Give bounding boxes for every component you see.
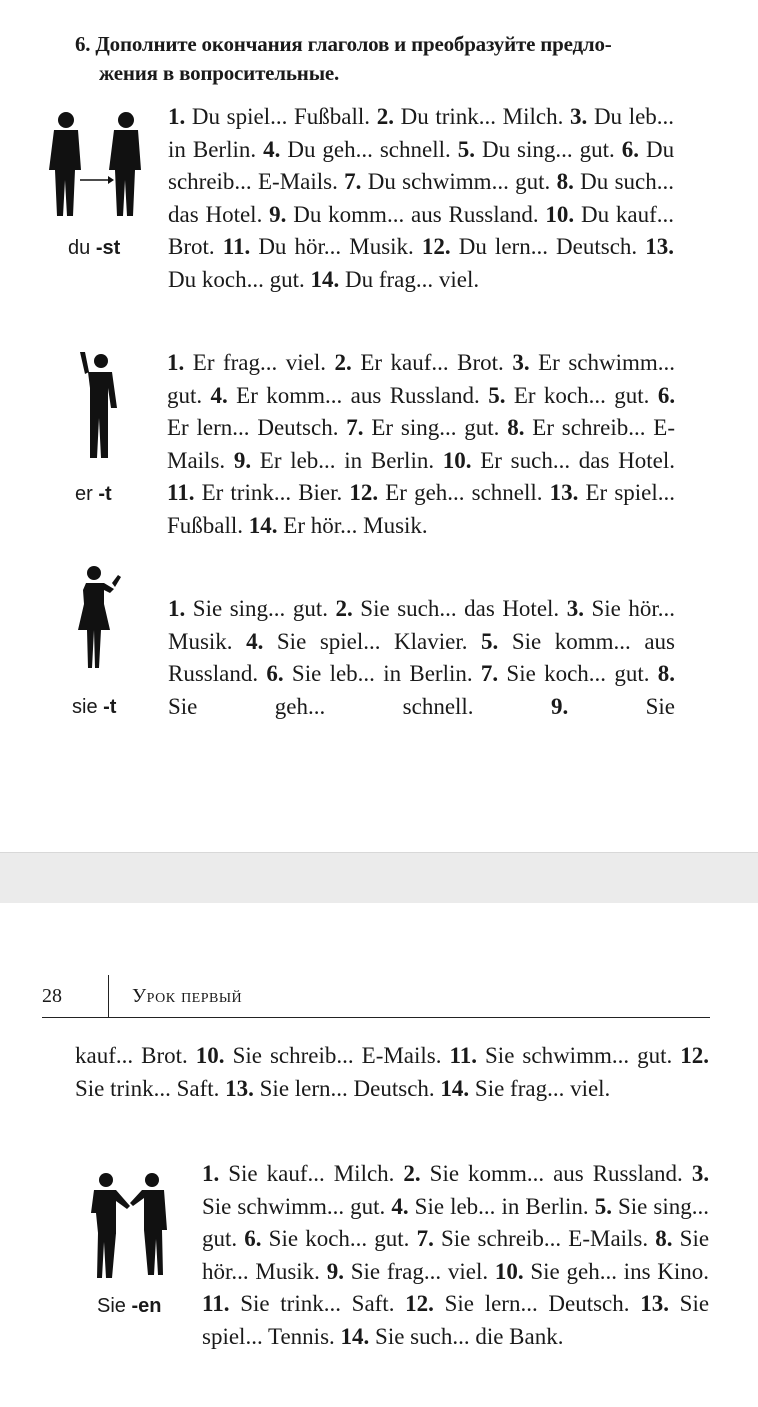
exercise-title-line2: жения в вопросительные. xyxy=(99,61,340,85)
section-Sie-formal-sentences xyxy=(202,1158,709,1354)
sentence-number: 7. xyxy=(480,661,499,687)
sentence-text: Du schreib... E-Mails. xyxy=(168,136,675,195)
handshake-icon xyxy=(88,1170,173,1278)
ending: -t xyxy=(98,483,112,505)
sentence-number: 8. xyxy=(655,1226,673,1252)
sentence-text: Du komm... aus Russland. xyxy=(293,201,539,227)
sentence-number: 6. xyxy=(244,1226,262,1252)
sentence-text: Er leb... in Berlin. xyxy=(259,447,435,473)
sentence-text: Du trink... Milch. xyxy=(400,104,564,129)
sentence-number: 3. xyxy=(566,596,584,621)
section-er-sentences xyxy=(167,347,675,543)
sentence-number: 3. xyxy=(691,1161,710,1186)
sentence-number: 4. xyxy=(210,382,228,408)
sentence-number: 4. xyxy=(246,628,264,654)
sentence-number: 4. xyxy=(263,136,281,162)
pronoun: sie xyxy=(72,696,98,718)
sentence-number: 8. xyxy=(507,415,525,441)
sentence-number: 3. xyxy=(570,104,588,129)
pronoun: du xyxy=(68,237,91,259)
sentence-number: 11. xyxy=(222,234,251,260)
sentence-text: Sie sing... gut. xyxy=(192,596,328,621)
sentence-text: Er spiel... Fußball. xyxy=(167,480,676,538)
man-waving-icon xyxy=(74,350,124,460)
sentence-number: 12. xyxy=(421,234,451,260)
sentence-text: Sie hör... Musik. xyxy=(202,1226,710,1284)
sentence-text: Sie trink... Saft. xyxy=(240,1291,395,1317)
sentence-text: Sie sing... gut. xyxy=(202,1193,710,1252)
sentence-number: 5. xyxy=(594,1193,612,1219)
sentence-text: Sie spiel... Tennis. xyxy=(202,1291,710,1349)
sentence-text: Er trink... Bier. xyxy=(201,480,343,506)
sentence-text: Sie geh... schnell. xyxy=(168,693,474,719)
sentence-number: 1. xyxy=(168,104,186,129)
sentence-number: 2. xyxy=(335,596,353,621)
sentence-text: Er sing... gut. xyxy=(371,415,500,441)
sentence-number: 5. xyxy=(457,136,475,162)
sentence-text: Sie schreib... E-Mails. xyxy=(440,1226,649,1252)
sentence-text: Du hör... Musik. xyxy=(258,234,414,260)
sentence-text: Sie geh... ins Kino. xyxy=(530,1258,710,1284)
sentence-number: 11. xyxy=(167,480,195,506)
sentence-text: Du geh... schnell. xyxy=(287,136,451,162)
sentence-text: Du frag... viel. xyxy=(344,266,480,292)
sentence-text: Sie xyxy=(645,693,676,719)
exercise-title xyxy=(75,30,695,88)
page-number: 28 xyxy=(42,985,62,1007)
section-du-label xyxy=(68,237,120,260)
sentence-number: 14. xyxy=(248,512,278,538)
sentence-text: Sie such... das Hotel. xyxy=(360,596,560,621)
sentence-text: Du kauf... Brot. xyxy=(168,201,675,260)
sentence-number: 1. xyxy=(168,596,186,621)
sentence-text: Du koch... gut. xyxy=(168,266,305,292)
sentence-text: Sie spiel... Klavier. xyxy=(276,628,468,654)
sentence-number: 9. xyxy=(233,447,252,473)
sentence-number: 13. xyxy=(640,1291,669,1317)
sentence-text: Sie leb... in Berlin. xyxy=(414,1193,589,1219)
section-sie-sentences xyxy=(168,593,675,723)
section-Sie-formal-label xyxy=(97,1295,161,1318)
sentence-text: Sie schwimm... gut. xyxy=(202,1193,386,1219)
ending: -en xyxy=(131,1295,162,1317)
sentence-number: 13. xyxy=(645,234,674,260)
sentence-text: Du sing... gut. xyxy=(481,136,615,162)
sentence-number: 5. xyxy=(488,382,506,408)
sentence-number: 10. xyxy=(442,447,472,473)
pronoun: er xyxy=(75,483,93,505)
sentence-number: 2. xyxy=(403,1161,421,1186)
running-head: Урок первый xyxy=(132,985,243,1007)
sentence-text: Er kauf... Brot. xyxy=(360,350,504,375)
sentence-text: Sie frag... viel. xyxy=(474,1075,611,1101)
sentence-number: 9. xyxy=(326,1258,344,1284)
sentence-text: Du such... das Hotel. xyxy=(168,169,674,227)
sentence-number: 2. xyxy=(376,104,394,129)
sentence-text: Du spiel... Fußball. xyxy=(191,104,371,129)
sentence-number: 13. xyxy=(549,480,579,506)
sentence-number: 10. xyxy=(545,201,575,227)
sentence-number: 2. xyxy=(334,350,352,375)
continuation-sentences xyxy=(75,1040,709,1105)
sentence-number: 9. xyxy=(550,693,569,719)
sentence-number: 8. xyxy=(657,661,675,687)
sentence-number: 14. xyxy=(340,1323,370,1349)
sentence-text: Du lern... Deutsch. xyxy=(458,234,638,260)
page-break-gap xyxy=(0,852,758,903)
sentence-text: Sie kauf... Milch. xyxy=(228,1161,395,1186)
sentence-number: 11. xyxy=(449,1043,477,1068)
sentence-text: Du schwimm... gut. xyxy=(367,169,551,195)
sentence-text: Sie komm... aus Russland. xyxy=(168,628,676,687)
two-men-pointing-icon xyxy=(44,110,149,218)
sentence-text: Sie lern... Deutsch. xyxy=(444,1291,630,1317)
sentence-number: 6. xyxy=(621,136,639,162)
sentence-number: 3. xyxy=(512,350,530,375)
sentence-text: Er schwimm... gut. xyxy=(167,350,676,408)
sentence-text: kauf... Brot. xyxy=(75,1043,188,1068)
ending: -st xyxy=(95,237,121,259)
sentence-text: Sie schreib... E-Mails. xyxy=(232,1043,442,1068)
sentence-text: Er schreib... E-Mails. xyxy=(167,415,675,473)
sentence-number: 7. xyxy=(416,1226,434,1252)
sentence-text: Sie schwimm... gut. xyxy=(485,1043,673,1068)
sentence-number: 14. xyxy=(310,266,340,292)
sentence-number: 10. xyxy=(195,1043,225,1068)
section-du-sentences xyxy=(168,101,674,297)
sentence-text: Er komm... aus Russland. xyxy=(236,382,480,408)
sentence-text: Du leb... in Berlin. xyxy=(168,104,675,162)
sentence-number: 11. xyxy=(202,1291,230,1317)
sentence-number: 4. xyxy=(391,1193,409,1219)
sentence-number: 8. xyxy=(556,169,574,195)
sentence-number: 10. xyxy=(494,1258,524,1284)
sentence-number: 12. xyxy=(680,1043,710,1068)
sentence-text: Er geh... schnell. xyxy=(385,480,543,506)
sentence-text: Sie such... die Bank. xyxy=(375,1323,564,1349)
sentence-text: Er such... das Hotel. xyxy=(480,447,675,473)
sentence-text: Sie koch... gut. xyxy=(506,661,650,687)
sentence-number: 1. xyxy=(167,350,185,375)
sentence-number: 14. xyxy=(440,1075,470,1101)
sentence-number: 9. xyxy=(269,201,287,227)
sentence-text: Sie koch... gut. xyxy=(268,1226,410,1252)
pronoun: Sie xyxy=(97,1295,126,1317)
sentence-text: Er frag... viel. xyxy=(192,350,327,375)
sentence-number: 13. xyxy=(225,1075,254,1101)
sentence-text: Sie leb... in Berlin. xyxy=(291,661,473,687)
sentence-text: Er koch... gut. xyxy=(513,382,650,408)
exercise-title-line1: 6. Дополните окончания глаголов и преобразуйте предло- xyxy=(75,32,612,56)
sentence-text: Sie frag... viel. xyxy=(350,1258,489,1284)
sentence-number: 1. xyxy=(202,1161,220,1186)
sentence-text: Sie komm... aus Russland. xyxy=(429,1161,683,1186)
ending: -t xyxy=(103,696,117,718)
sentence-text: Sie lern... Deutsch. xyxy=(259,1075,435,1101)
sentence-number: 12. xyxy=(349,480,379,506)
sentence-text: Sie hör... Musik. xyxy=(168,596,676,654)
sentence-number: 5. xyxy=(481,628,499,654)
sentence-number: 7. xyxy=(346,415,364,441)
sentence-text: Sie trink... Saft. xyxy=(75,1075,220,1101)
sentence-number: 7. xyxy=(344,169,362,195)
sentence-number: 6. xyxy=(266,661,284,687)
section-sie-label xyxy=(72,696,116,719)
woman-waving-icon xyxy=(74,563,124,673)
sentence-number: 6. xyxy=(657,382,676,408)
header-divider xyxy=(108,975,109,1017)
sentence-text: Er hör... Musik. xyxy=(283,512,428,538)
sentence-number: 12. xyxy=(405,1291,434,1317)
section-er-label xyxy=(75,483,112,506)
header-rule xyxy=(42,1017,710,1018)
sentence-text: Er lern... Deutsch. xyxy=(167,415,339,441)
